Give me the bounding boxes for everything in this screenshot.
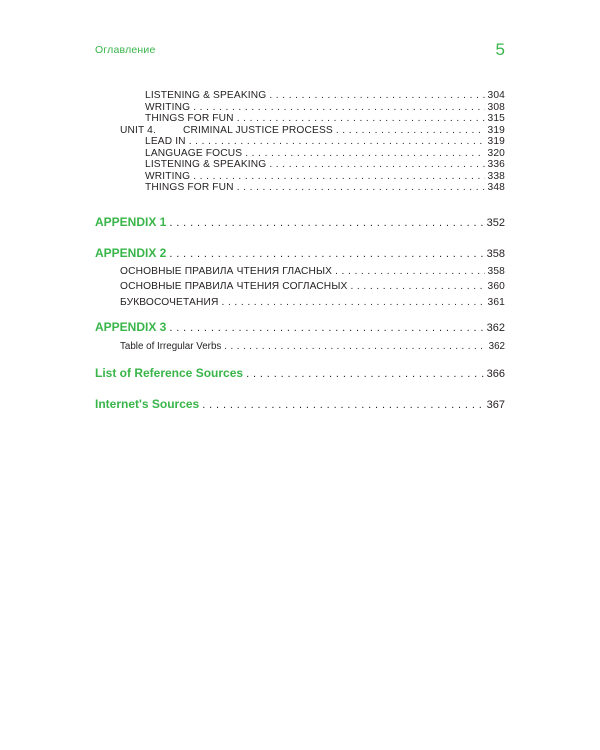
toc-entry-label: LEAD IN xyxy=(145,136,186,147)
toc-entry-label: THINGS FOR FUN xyxy=(145,113,234,124)
dot-leader xyxy=(269,159,484,171)
toc-appendix-2[interactable] xyxy=(95,245,505,261)
appendix-page: 358 xyxy=(486,247,505,260)
appendix-page: 362 xyxy=(486,322,505,334)
toc-entry[interactable] xyxy=(95,159,505,171)
toc-entry-page: 320 xyxy=(487,147,505,159)
unit-title: CRIMINAL JUSTICE PROCESS xyxy=(183,124,333,136)
toc-entry-label: ОСНОВНЫЕ ПРАВИЛА ЧТЕНИЯ ГЛАСНЫХ xyxy=(120,265,333,277)
toc-entry-page: 338 xyxy=(487,170,505,182)
toc-unit-entry[interactable] xyxy=(95,125,505,137)
toc-entry-label: WRITING xyxy=(145,170,191,182)
appendix-page: 352 xyxy=(486,216,505,229)
toc-entry-page: 358 xyxy=(487,265,505,277)
toc-entry-page: 308 xyxy=(487,101,505,113)
toc-entry-page: 361 xyxy=(487,296,505,308)
appendix-label: APPENDIX 2 xyxy=(95,245,167,260)
toc-entry-label: LANGUAGE FOCUS xyxy=(145,147,243,159)
toc-entry-page: 360 xyxy=(487,281,505,292)
unit-number: UNIT 4. xyxy=(120,124,156,136)
internet-sources-page: 367 xyxy=(486,398,505,411)
appendix-label: APPENDIX 3 xyxy=(95,320,167,334)
page-number: 5 xyxy=(495,40,505,59)
toc-entry[interactable] xyxy=(95,148,505,160)
appendix-label: APPENDIX 1 xyxy=(95,214,167,229)
internet-sources-label: Internet's Sources xyxy=(95,396,200,411)
dot-leader xyxy=(189,136,485,148)
running-header-title: Оглавление xyxy=(95,44,156,56)
dot-leader xyxy=(237,182,485,194)
toc-entry-label: БУКВОСОЧЕТАНИЯ xyxy=(120,296,219,308)
dot-leader xyxy=(221,295,484,311)
dot-leader xyxy=(237,113,485,125)
toc-entry-label: LISTENING & SPEAKING xyxy=(145,90,267,101)
dot-leader xyxy=(245,148,484,160)
toc-entry[interactable] xyxy=(95,136,505,148)
reference-sources-label: List of Reference Sources xyxy=(95,365,244,380)
dot-leader xyxy=(169,320,483,335)
toc-entry[interactable] xyxy=(95,102,505,114)
dot-leader xyxy=(169,246,483,261)
toc-entry-page: 348 xyxy=(487,182,505,193)
toc-entry[interactable] xyxy=(95,182,505,194)
toc-entry[interactable] xyxy=(95,339,505,355)
toc-entry[interactable] xyxy=(95,90,505,102)
toc-appendix-3[interactable] xyxy=(95,319,505,335)
toc-entry[interactable] xyxy=(95,279,505,295)
toc-entry[interactable] xyxy=(95,295,505,311)
toc-entry-page: 315 xyxy=(487,113,505,124)
toc-entry-label: Table of Irregular Verbs xyxy=(120,341,222,352)
dot-leader xyxy=(202,397,483,412)
table-of-contents xyxy=(95,90,505,412)
dot-leader xyxy=(336,125,485,137)
toc-reference-sources[interactable] xyxy=(95,365,505,381)
toc-entry-page: 336 xyxy=(487,159,505,170)
toc-entry-page: 319 xyxy=(487,136,505,147)
toc-appendix-1[interactable] xyxy=(95,214,505,230)
toc-entry-label: THINGS FOR FUN xyxy=(145,182,234,193)
dot-leader xyxy=(224,339,485,355)
dot-leader xyxy=(193,171,484,183)
toc-entry[interactable] xyxy=(95,171,505,183)
reference-sources-page: 366 xyxy=(486,367,505,380)
toc-entry-page: 319 xyxy=(487,124,505,136)
toc-entry-page: 304 xyxy=(487,90,505,101)
dot-leader xyxy=(169,215,483,230)
toc-entry[interactable] xyxy=(95,113,505,125)
toc-entry-label: ОСНОВНЫЕ ПРАВИЛА ЧТЕНИЯ СОГЛАСНЫХ xyxy=(120,281,348,292)
dot-leader xyxy=(246,366,484,381)
toc-entry[interactable] xyxy=(95,264,505,280)
toc-entry-label: WRITING xyxy=(145,101,191,113)
toc-entry-page: 362 xyxy=(488,341,505,352)
toc-internet-sources[interactable] xyxy=(95,396,505,412)
toc-entry-label: LISTENING & SPEAKING xyxy=(145,159,267,170)
dot-leader xyxy=(335,264,484,280)
dot-leader xyxy=(350,279,484,295)
dot-leader xyxy=(193,102,484,114)
dot-leader xyxy=(269,90,484,102)
